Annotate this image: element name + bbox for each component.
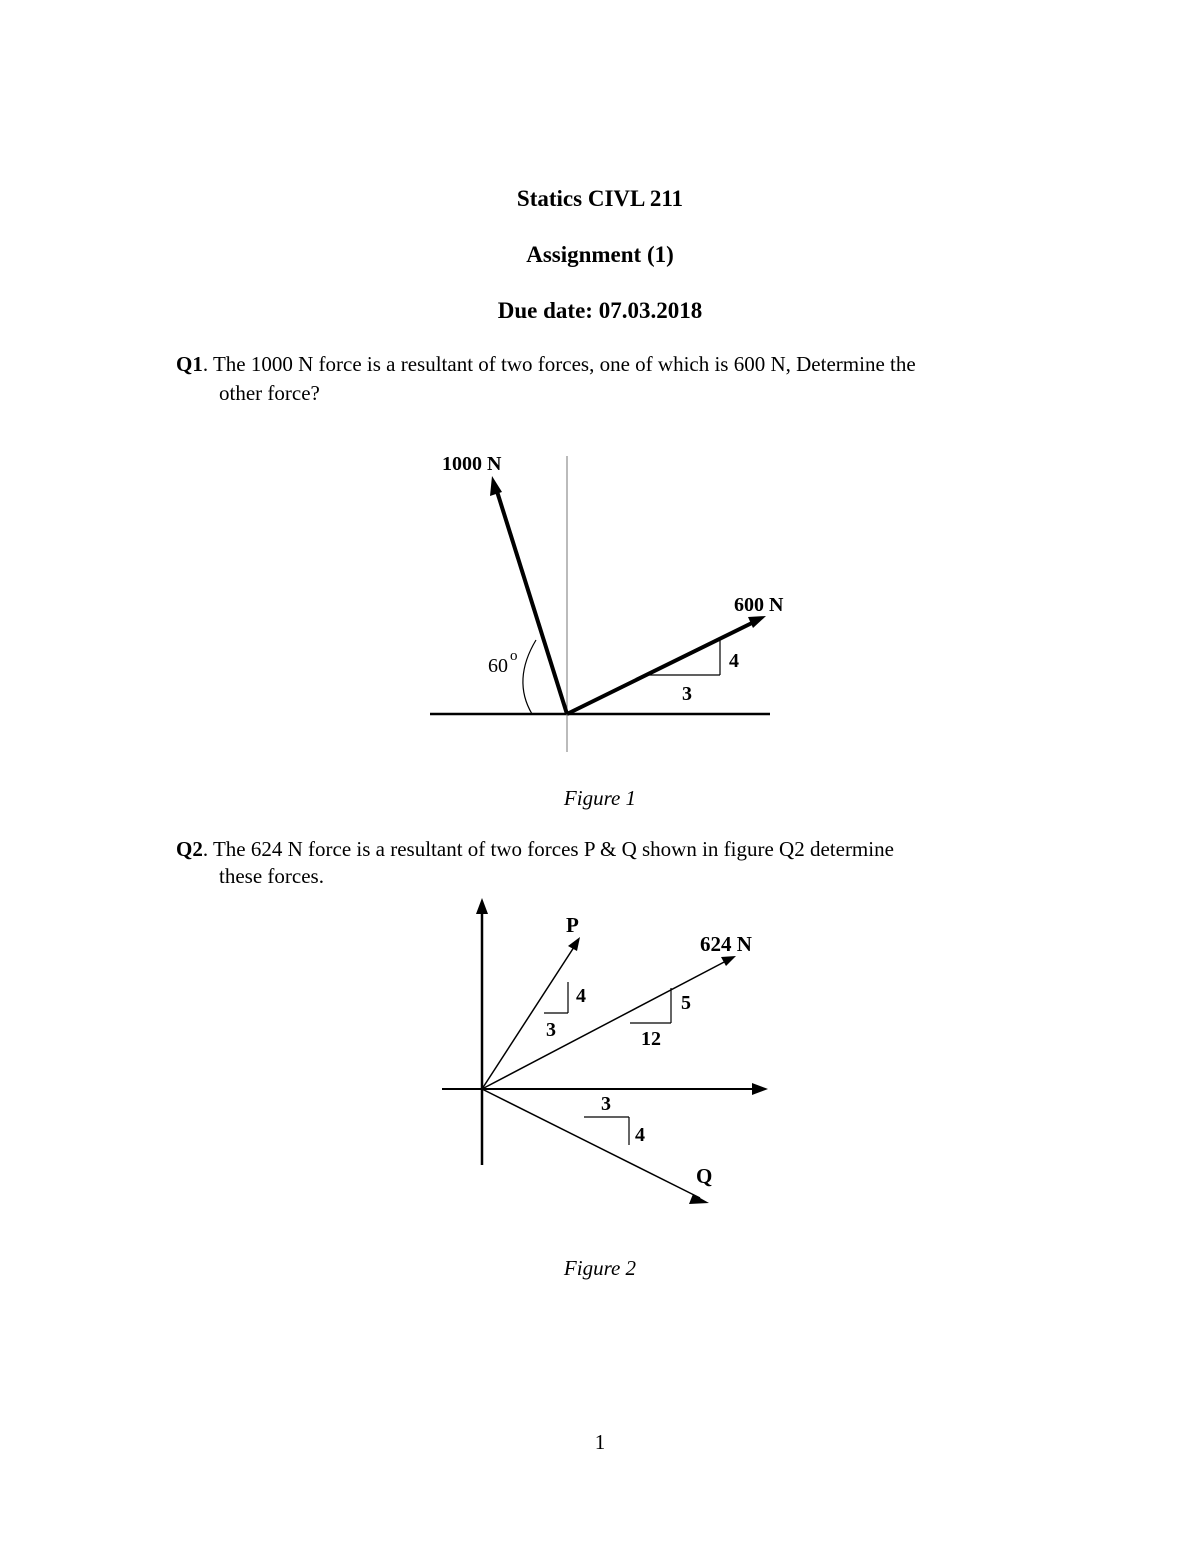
Q-slope-vertical-label: 4 [635, 1124, 645, 1146]
force-1000-label: 1000 N [442, 453, 502, 475]
Q-slope-horizontal-label: 3 [601, 1093, 611, 1115]
resultant-624-arrowhead [721, 956, 736, 966]
page-number: 1 [594, 1430, 606, 1454]
angle-degree-symbol: o [510, 648, 518, 664]
P-slope-horizontal-label: 3 [546, 1019, 556, 1041]
resultant-slope-horizontal-label: 12 [641, 1028, 661, 1050]
force-Q-label: Q [696, 1164, 713, 1188]
x-axis-arrowhead [752, 1083, 768, 1095]
slope-vertical-label: 4 [729, 650, 739, 672]
figure-2-diagram [0, 880, 1200, 1220]
slope-horizontal-label: 3 [682, 683, 692, 705]
resultant-624-arrow [482, 960, 728, 1089]
assignment-title: Assignment (1) [526, 242, 674, 267]
force-Q-arrowhead [689, 1194, 709, 1204]
question-1-text: . The 1000 N force is a resultant of two forces, one of which is 600 N, Determine the [202, 352, 916, 376]
question-1-number: Q1 [176, 352, 203, 376]
question-2-number: Q2 [176, 837, 203, 861]
force-600-label: 600 N [734, 594, 784, 616]
force-1000-arrowhead [490, 476, 502, 496]
figure-1-caption: Figure 1 [563, 786, 637, 810]
question-1-text-continued: other force? [219, 381, 320, 405]
y-axis-arrowhead [476, 898, 488, 914]
resultant-624-label: 624 N [700, 932, 752, 956]
force-600-arrowhead [748, 616, 766, 628]
due-date: Due date: 07.03.2018 [497, 298, 703, 323]
force-1000-arrow [495, 485, 567, 714]
angle-label: 60 [488, 655, 508, 677]
force-Q-arrow [482, 1089, 700, 1198]
question-2-text: . The 624 N force is a resultant of two forces P & Q shown in figure Q2 determine [202, 837, 894, 861]
force-P-arrow [482, 944, 576, 1089]
resultant-slope-vertical-label: 5 [681, 992, 691, 1014]
course-title: Statics CIVL 211 [516, 186, 684, 211]
angle-arc [523, 640, 536, 714]
figure-2-caption: Figure 2 [563, 1256, 637, 1280]
P-slope-vertical-label: 4 [576, 985, 586, 1007]
question-2-text-continued: these forces. [219, 864, 324, 888]
force-P-arrowhead [568, 937, 580, 951]
force-P-label: P [566, 913, 579, 937]
